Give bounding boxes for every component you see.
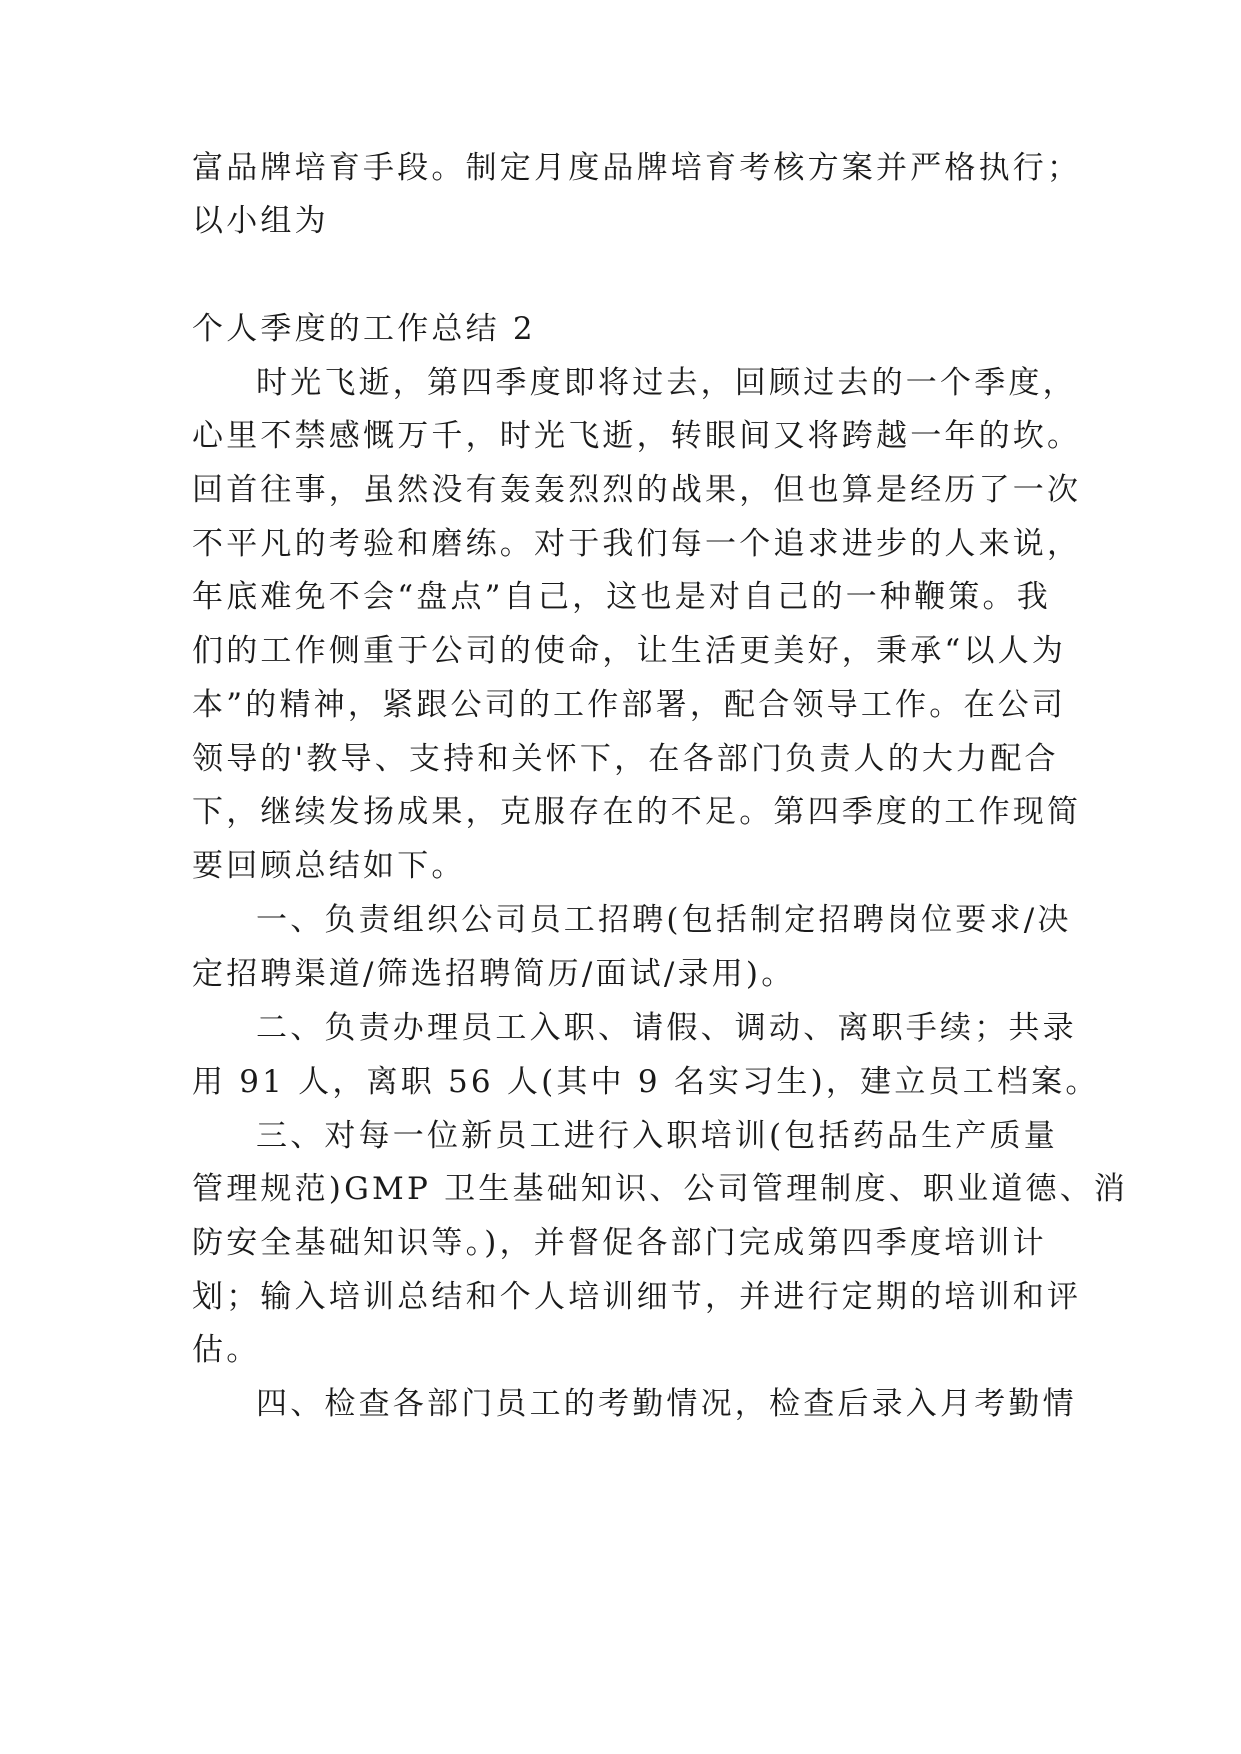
item-line: 划；输入培训总结和个人培训细节，并进行定期的培训和评: [192, 1279, 1082, 1315]
paragraph-line: 不平凡的考验和磨练。对于我们每一个追求进步的人来说，: [192, 526, 1082, 562]
paragraph-line: 回首往事，虽然没有轰轰烈烈的战果，但也算是经历了一次: [192, 472, 1082, 508]
item-line: 一、负责组织公司员工招聘(包括制定招聘岗位要求/决: [256, 902, 1072, 938]
item-line: 四、检查各部门员工的考勤情况，检查后录入月考勤情: [256, 1386, 1077, 1422]
item-line: 估。: [192, 1332, 261, 1368]
paragraph-line: 本”的精神，紧跟公司的工作部署，配合领导工作。在公司: [192, 687, 1067, 723]
section-title: 个人季度的工作总结 2: [192, 311, 536, 347]
text-line: 以小组为: [192, 203, 329, 239]
item-line: 防安全基础知识等。)，并督促各部门完成第四季度培训计: [192, 1225, 1047, 1261]
text-line: 富品牌培育手段。制定月度品牌培育考核方案并严格执行；: [192, 150, 1082, 186]
item-line: 二、负责办理员工入职、请假、调动、离职手续；共录: [256, 1010, 1077, 1046]
paragraph-line: 下，继续发扬成果，克服存在的不足。第四季度的工作现简: [192, 794, 1082, 830]
item-line: 定招聘渠道/筛选招聘简历/面试/录用)。: [192, 956, 796, 992]
paragraph-line: 们的工作侧重于公司的使命，让生活更美好，秉承“以人为: [192, 633, 1067, 669]
paragraph-line: 领导的'教导、支持和关怀下，在各部门负责人的大力配合: [192, 741, 1059, 777]
item-line: 用 91 人，离职 56 人(其中 9 名实习生)，建立员工档案。: [192, 1064, 1100, 1100]
item-line: 三、对每一位新员工进行入职培训(包括药品生产质量: [256, 1118, 1058, 1154]
paragraph-line: 年底难免不会“盘点”自己，这也是对自己的一种鞭策。我: [192, 579, 1051, 615]
paragraph-line: 心里不禁感慨万千，时光飞逝，转眼间又将跨越一年的坎。: [192, 418, 1082, 454]
paragraph-line: 时光飞逝，第四季度即将过去，回顾过去的一个季度，: [256, 365, 1077, 401]
paragraph-line: 要回顾总结如下。: [192, 848, 466, 884]
item-line: 管理规范)GMP 卫生基础知识、公司管理制度、职业道德、消: [192, 1171, 1129, 1207]
